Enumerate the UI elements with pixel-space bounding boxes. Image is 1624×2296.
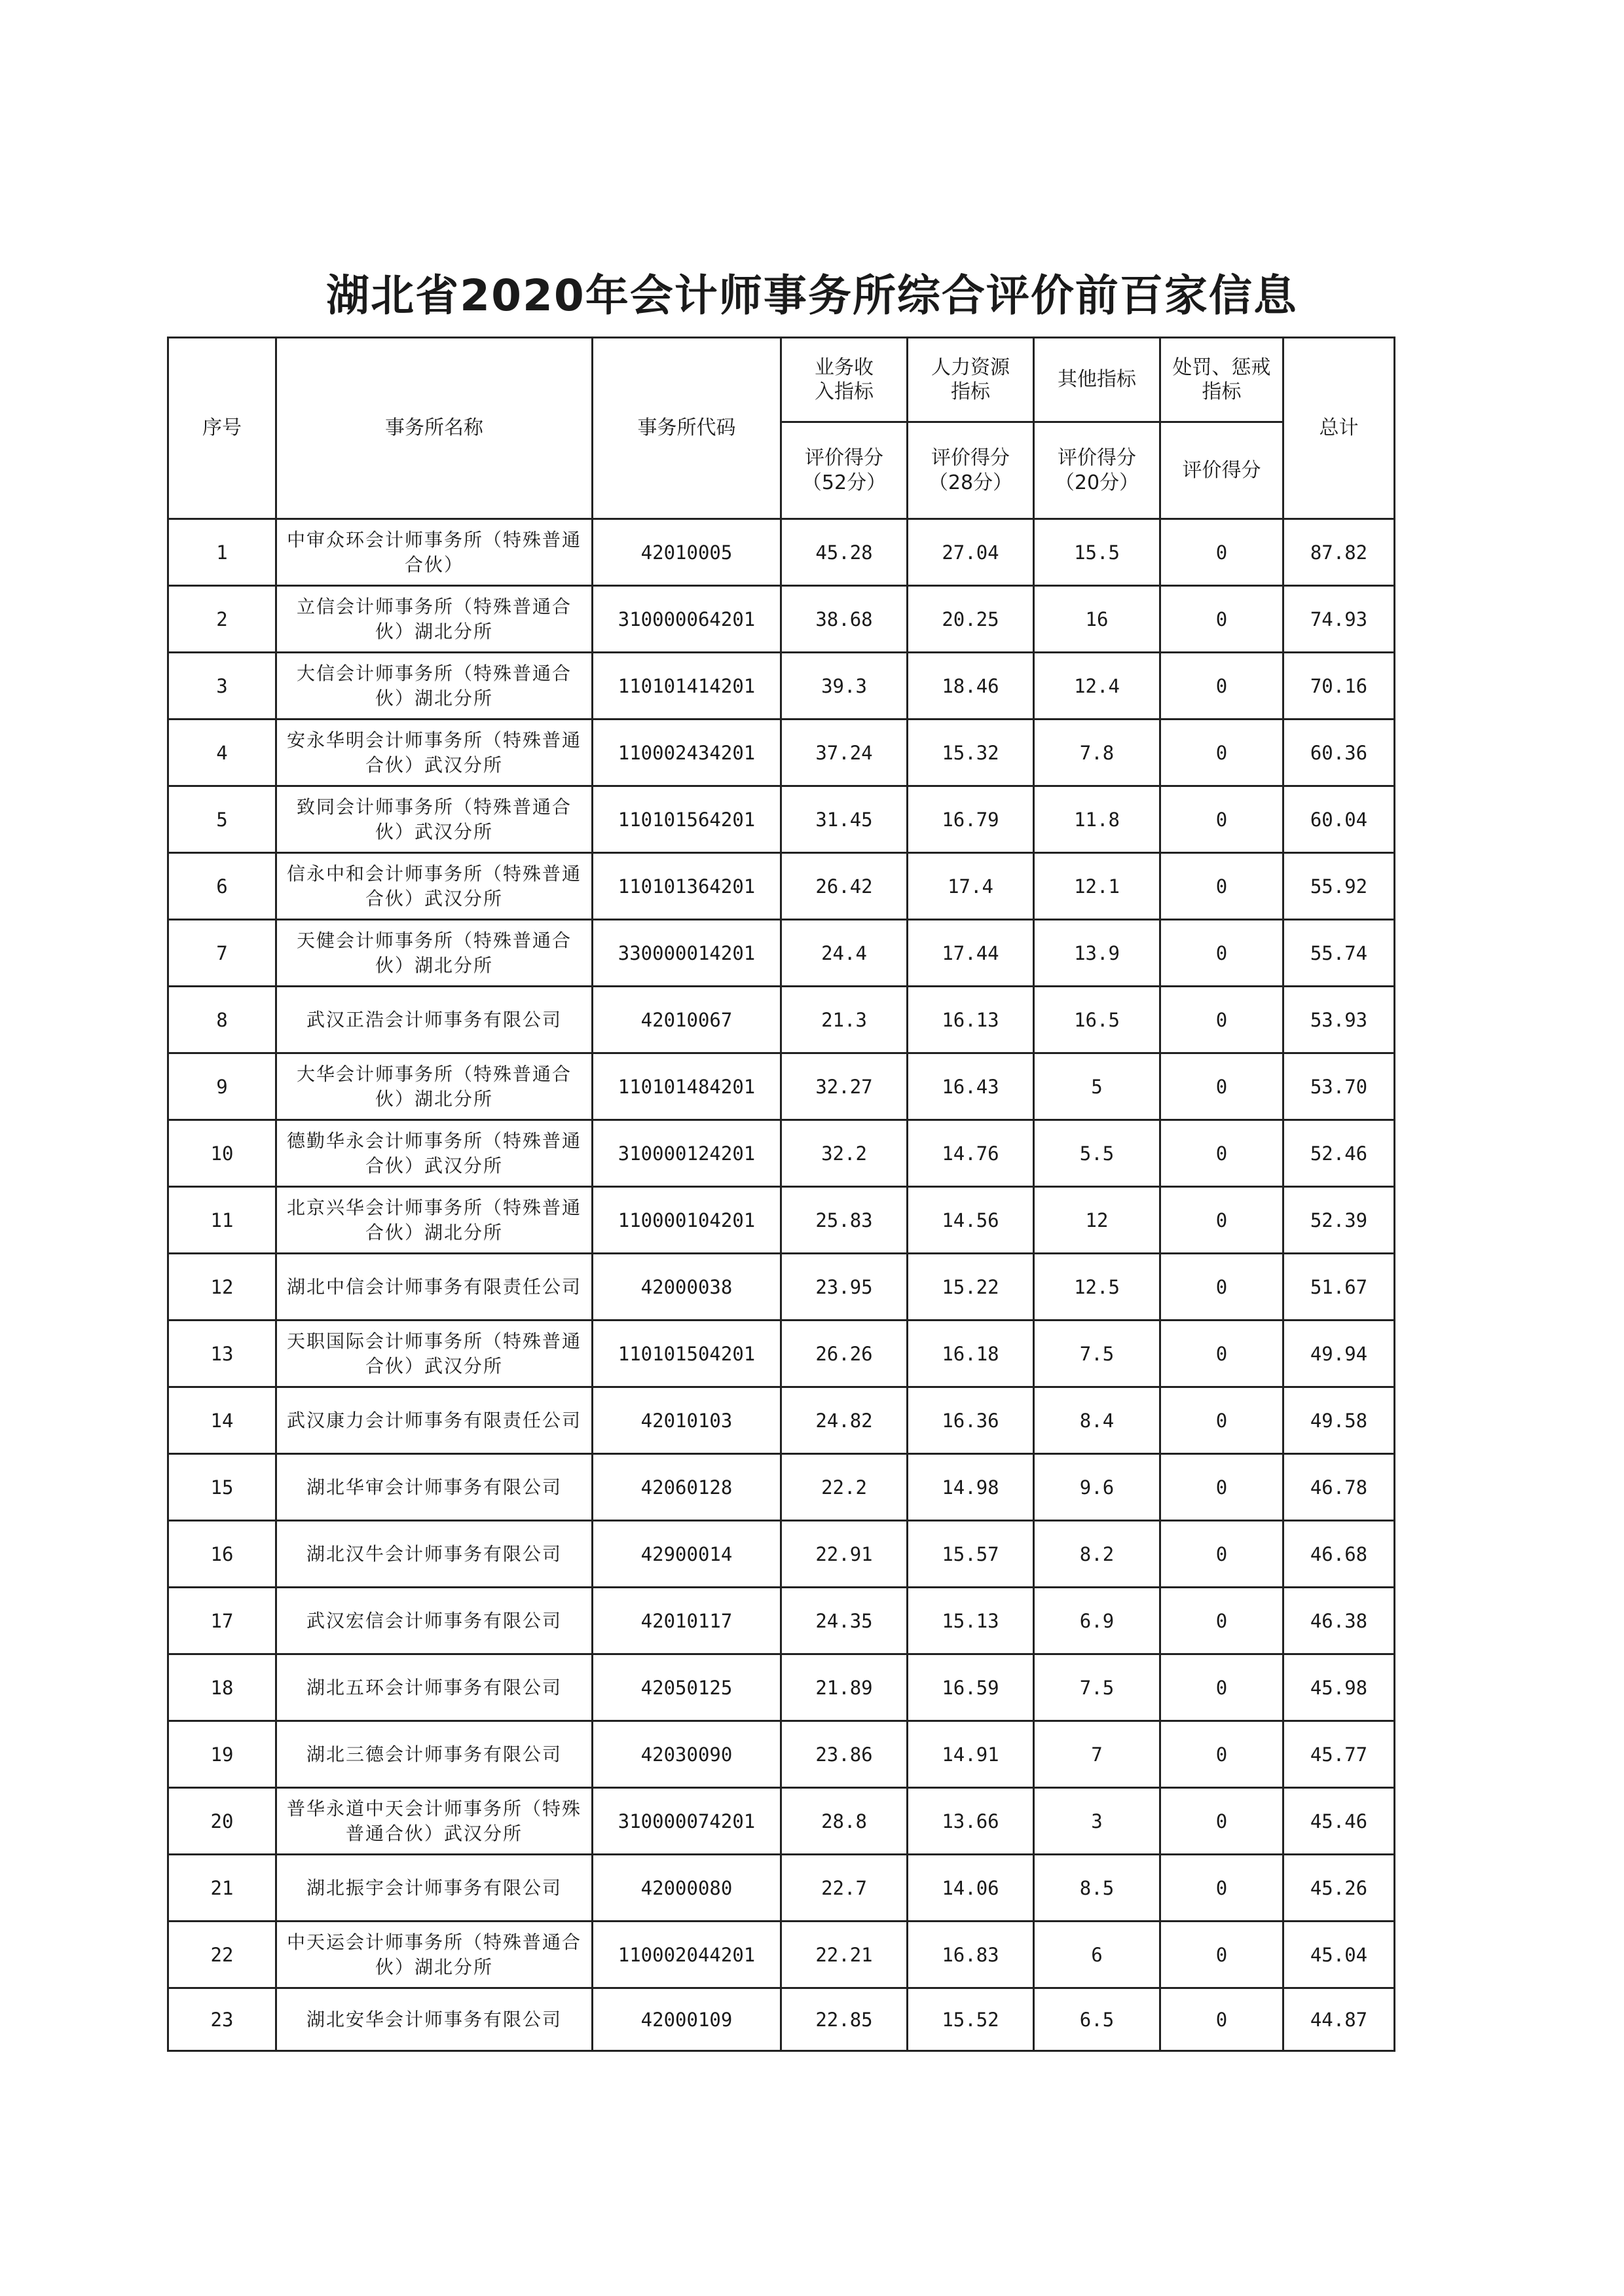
cell-firm-code: 310000074201 — [593, 1788, 781, 1855]
cell-hr-score: 17.44 — [908, 920, 1034, 987]
cell-firm-code: 42030090 — [593, 1721, 781, 1788]
header-penalty-indicator: 处罚、惩戒指标 — [1160, 338, 1283, 422]
cell-seq: 9 — [168, 1053, 276, 1120]
table-row — [168, 1187, 1395, 1254]
header-income-score: 评价得分（52分） — [781, 422, 908, 519]
cell-firm-name: 武汉正浩会计师事务有限公司 — [276, 987, 593, 1053]
table-row — [168, 653, 1395, 720]
header-hr-indicator: 人力资源指标 — [908, 338, 1034, 422]
header-row-1 — [168, 338, 1395, 422]
cell-income-score: 24.82 — [781, 1387, 908, 1454]
cell-firm-code: 110101364201 — [593, 853, 781, 920]
cell-hr-score: 13.66 — [908, 1788, 1034, 1855]
cell-seq: 23 — [168, 1988, 276, 2051]
header-other-score: 评价得分（20分） — [1034, 422, 1160, 519]
cell-hr-score: 14.06 — [908, 1855, 1034, 1922]
cell-penalty-score: 0 — [1160, 1254, 1283, 1321]
cell-firm-name: 湖北三德会计师事务有限公司 — [276, 1721, 593, 1788]
cell-income-score: 25.83 — [781, 1187, 908, 1254]
cell-penalty-score: 0 — [1160, 1788, 1283, 1855]
table-row — [168, 1855, 1395, 1922]
cell-firm-name: 中审众环会计师事务所（特殊普通合伙） — [276, 519, 593, 586]
table-row — [168, 1521, 1395, 1588]
cell-other-score: 12.4 — [1034, 653, 1160, 720]
cell-income-score: 24.35 — [781, 1588, 908, 1654]
cell-seq: 8 — [168, 987, 276, 1053]
cell-seq: 6 — [168, 853, 276, 920]
cell-other-score: 7.5 — [1034, 1654, 1160, 1721]
cell-firm-code: 110002044201 — [593, 1922, 781, 1988]
cell-firm-name: 信永中和会计师事务所（特殊普通合伙）武汉分所 — [276, 853, 593, 920]
cell-penalty-score: 0 — [1160, 1855, 1283, 1922]
cell-hr-score: 27.04 — [908, 519, 1034, 586]
table-row — [168, 1454, 1395, 1521]
cell-total: 45.46 — [1283, 1788, 1395, 1855]
cell-other-score: 8.5 — [1034, 1855, 1160, 1922]
cell-seq: 7 — [168, 920, 276, 987]
cell-income-score: 37.24 — [781, 720, 908, 786]
cell-penalty-score: 0 — [1160, 586, 1283, 653]
cell-seq: 16 — [168, 1521, 276, 1588]
table-row — [168, 1922, 1395, 1988]
cell-firm-name: 立信会计师事务所（特殊普通合伙）湖北分所 — [276, 586, 593, 653]
cell-hr-score: 14.56 — [908, 1187, 1034, 1254]
header-hr-score: 评价得分（28分） — [908, 422, 1034, 519]
cell-firm-name: 湖北五环会计师事务有限公司 — [276, 1654, 593, 1721]
cell-total: 53.93 — [1283, 987, 1395, 1053]
cell-firm-code: 42900014 — [593, 1521, 781, 1588]
cell-other-score: 13.9 — [1034, 920, 1160, 987]
cell-income-score: 22.7 — [781, 1855, 908, 1922]
header-seq: 序号 — [168, 338, 276, 519]
cell-penalty-score: 0 — [1160, 519, 1283, 586]
cell-penalty-score: 0 — [1160, 1521, 1283, 1588]
page-title: 湖北省2020年会计师事务所综合评价前百家信息 — [326, 270, 1298, 321]
cell-firm-code: 110101504201 — [593, 1321, 781, 1387]
cell-other-score: 3 — [1034, 1788, 1160, 1855]
cell-income-score: 21.3 — [781, 987, 908, 1053]
cell-income-score: 26.26 — [781, 1321, 908, 1387]
cell-other-score: 12 — [1034, 1187, 1160, 1254]
cell-firm-name: 天健会计师事务所（特殊普通合伙）湖北分所 — [276, 920, 593, 987]
cell-income-score: 32.27 — [781, 1053, 908, 1120]
cell-penalty-score: 0 — [1160, 786, 1283, 853]
cell-seq: 3 — [168, 653, 276, 720]
cell-penalty-score: 0 — [1160, 1053, 1283, 1120]
cell-firm-name: 普华永道中天会计师事务所（特殊普通合伙）武汉分所 — [276, 1788, 593, 1855]
table-row — [168, 920, 1395, 987]
cell-firm-code: 42010067 — [593, 987, 781, 1053]
cell-other-score: 5 — [1034, 1053, 1160, 1120]
cell-other-score: 16 — [1034, 586, 1160, 653]
cell-other-score: 6.5 — [1034, 1988, 1160, 2051]
cell-firm-name: 大华会计师事务所（特殊普通合伙）湖北分所 — [276, 1053, 593, 1120]
cell-seq: 14 — [168, 1387, 276, 1454]
cell-firm-code: 42000038 — [593, 1254, 781, 1321]
cell-penalty-score: 0 — [1160, 1588, 1283, 1654]
cell-penalty-score: 0 — [1160, 1922, 1283, 1988]
cell-penalty-score: 0 — [1160, 987, 1283, 1053]
table-row — [168, 1788, 1395, 1855]
cell-other-score: 7.5 — [1034, 1321, 1160, 1387]
table-row — [168, 1588, 1395, 1654]
header-firm-name: 事务所名称 — [276, 338, 593, 519]
cell-firm-code: 42010103 — [593, 1387, 781, 1454]
cell-penalty-score: 0 — [1160, 1120, 1283, 1187]
cell-penalty-score: 0 — [1160, 1321, 1283, 1387]
ranking-table — [167, 337, 1395, 2052]
cell-income-score: 22.91 — [781, 1521, 908, 1588]
cell-firm-code: 110101484201 — [593, 1053, 781, 1120]
cell-income-score: 22.21 — [781, 1922, 908, 1988]
cell-hr-score: 14.91 — [908, 1721, 1034, 1788]
cell-firm-name: 湖北振宇会计师事务有限公司 — [276, 1855, 593, 1922]
cell-hr-score: 16.13 — [908, 987, 1034, 1053]
cell-firm-name: 湖北华审会计师事务有限公司 — [276, 1454, 593, 1521]
cell-firm-code: 110002434201 — [593, 720, 781, 786]
cell-firm-code: 310000064201 — [593, 586, 781, 653]
cell-firm-code: 110101564201 — [593, 786, 781, 853]
cell-firm-code: 42060128 — [593, 1454, 781, 1521]
table-body — [168, 519, 1395, 2051]
cell-firm-code: 42010117 — [593, 1588, 781, 1654]
table-row — [168, 1254, 1395, 1321]
cell-firm-name: 天职国际会计师事务所（特殊普通合伙）武汉分所 — [276, 1321, 593, 1387]
cell-hr-score: 17.4 — [908, 853, 1034, 920]
cell-other-score: 11.8 — [1034, 786, 1160, 853]
cell-income-score: 22.85 — [781, 1988, 908, 2051]
cell-seq: 2 — [168, 586, 276, 653]
cell-total: 45.98 — [1283, 1654, 1395, 1721]
table-row — [168, 987, 1395, 1053]
cell-penalty-score: 0 — [1160, 853, 1283, 920]
cell-seq: 12 — [168, 1254, 276, 1321]
cell-hr-score: 16.83 — [908, 1922, 1034, 1988]
cell-income-score: 22.2 — [781, 1454, 908, 1521]
cell-hr-score: 15.32 — [908, 720, 1034, 786]
cell-other-score: 12.1 — [1034, 853, 1160, 920]
cell-total: 45.77 — [1283, 1721, 1395, 1788]
cell-other-score: 15.5 — [1034, 519, 1160, 586]
cell-total: 70.16 — [1283, 653, 1395, 720]
cell-total: 46.78 — [1283, 1454, 1395, 1521]
header-other-indicator: 其他指标 — [1034, 338, 1160, 422]
cell-total: 55.74 — [1283, 920, 1395, 987]
cell-total: 52.39 — [1283, 1187, 1395, 1254]
cell-seq: 19 — [168, 1721, 276, 1788]
cell-firm-name: 大信会计师事务所（特殊普通合伙）湖北分所 — [276, 653, 593, 720]
cell-firm-name: 湖北中信会计师事务有限责任公司 — [276, 1254, 593, 1321]
table-row — [168, 853, 1395, 920]
cell-seq: 1 — [168, 519, 276, 586]
cell-total: 45.26 — [1283, 1855, 1395, 1922]
cell-firm-code: 42000080 — [593, 1855, 781, 1922]
cell-other-score: 9.6 — [1034, 1454, 1160, 1521]
cell-seq: 20 — [168, 1788, 276, 1855]
header-firm-code: 事务所代码 — [593, 338, 781, 519]
cell-hr-score: 16.36 — [908, 1387, 1034, 1454]
table-row — [168, 519, 1395, 586]
cell-firm-code: 42000109 — [593, 1988, 781, 2051]
cell-other-score: 6.9 — [1034, 1588, 1160, 1654]
cell-firm-code: 110101414201 — [593, 653, 781, 720]
cell-income-score: 31.45 — [781, 786, 908, 853]
table-row — [168, 1721, 1395, 1788]
cell-seq: 4 — [168, 720, 276, 786]
cell-total: 44.87 — [1283, 1988, 1395, 2051]
cell-total: 51.67 — [1283, 1254, 1395, 1321]
table-row — [168, 1053, 1395, 1120]
table-row — [168, 1654, 1395, 1721]
cell-hr-score: 15.22 — [908, 1254, 1034, 1321]
cell-firm-code: 110000104201 — [593, 1187, 781, 1254]
cell-penalty-score: 0 — [1160, 1721, 1283, 1788]
cell-seq: 10 — [168, 1120, 276, 1187]
table-row — [168, 786, 1395, 853]
cell-penalty-score: 0 — [1160, 653, 1283, 720]
cell-other-score: 5.5 — [1034, 1120, 1160, 1187]
cell-other-score: 7.8 — [1034, 720, 1160, 786]
table-row — [168, 1120, 1395, 1187]
cell-firm-code: 42050125 — [593, 1654, 781, 1721]
cell-penalty-score: 0 — [1160, 720, 1283, 786]
cell-firm-name: 武汉康力会计师事务有限责任公司 — [276, 1387, 593, 1454]
cell-income-score: 26.42 — [781, 853, 908, 920]
cell-hr-score: 14.98 — [908, 1454, 1034, 1521]
cell-penalty-score: 0 — [1160, 920, 1283, 987]
cell-hr-score: 20.25 — [908, 586, 1034, 653]
cell-other-score: 12.5 — [1034, 1254, 1160, 1321]
cell-other-score: 7 — [1034, 1721, 1160, 1788]
header-income-indicator: 业务收入指标 — [781, 338, 908, 422]
cell-seq: 11 — [168, 1187, 276, 1254]
cell-firm-name: 德勤华永会计师事务所（特殊普通合伙）武汉分所 — [276, 1120, 593, 1187]
cell-total: 53.70 — [1283, 1053, 1395, 1120]
cell-total: 87.82 — [1283, 519, 1395, 586]
table-row — [168, 586, 1395, 653]
cell-income-score: 38.68 — [781, 586, 908, 653]
cell-total: 60.36 — [1283, 720, 1395, 786]
cell-income-score: 23.86 — [781, 1721, 908, 1788]
cell-penalty-score: 0 — [1160, 1454, 1283, 1521]
cell-seq: 5 — [168, 786, 276, 853]
cell-firm-name: 武汉宏信会计师事务有限公司 — [276, 1588, 593, 1654]
cell-income-score: 24.4 — [781, 920, 908, 987]
cell-income-score: 39.3 — [781, 653, 908, 720]
cell-income-score: 45.28 — [781, 519, 908, 586]
cell-firm-name: 致同会计师事务所（特殊普通合伙）武汉分所 — [276, 786, 593, 853]
cell-other-score: 8.4 — [1034, 1387, 1160, 1454]
cell-seq: 15 — [168, 1454, 276, 1521]
cell-seq: 18 — [168, 1654, 276, 1721]
cell-hr-score: 15.13 — [908, 1588, 1034, 1654]
cell-firm-code: 42010005 — [593, 519, 781, 586]
cell-penalty-score: 0 — [1160, 1654, 1283, 1721]
cell-firm-name: 湖北汉牛会计师事务有限公司 — [276, 1521, 593, 1588]
cell-other-score: 8.2 — [1034, 1521, 1160, 1588]
cell-seq: 17 — [168, 1588, 276, 1654]
cell-hr-score: 16.43 — [908, 1053, 1034, 1120]
cell-income-score: 21.89 — [781, 1654, 908, 1721]
cell-firm-name: 中天运会计师事务所（特殊普通合伙）湖北分所 — [276, 1922, 593, 1988]
cell-total: 46.38 — [1283, 1588, 1395, 1654]
cell-total: 49.94 — [1283, 1321, 1395, 1387]
cell-penalty-score: 0 — [1160, 1187, 1283, 1254]
cell-income-score: 23.95 — [781, 1254, 908, 1321]
table-row — [168, 1321, 1395, 1387]
cell-seq: 21 — [168, 1855, 276, 1922]
cell-income-score: 32.2 — [781, 1120, 908, 1187]
cell-firm-code: 330000014201 — [593, 920, 781, 987]
cell-hr-score: 15.57 — [908, 1521, 1034, 1588]
cell-firm-code: 310000124201 — [593, 1120, 781, 1187]
table-row — [168, 720, 1395, 786]
cell-total: 74.93 — [1283, 586, 1395, 653]
header-penalty-score: 评价得分 — [1160, 422, 1283, 519]
cell-other-score: 6 — [1034, 1922, 1160, 1988]
cell-total: 49.58 — [1283, 1387, 1395, 1454]
cell-seq: 22 — [168, 1922, 276, 1988]
cell-penalty-score: 0 — [1160, 1988, 1283, 2051]
cell-seq: 13 — [168, 1321, 276, 1387]
cell-hr-score: 16.79 — [908, 786, 1034, 853]
table-row — [168, 1988, 1395, 2051]
header-total: 总计 — [1283, 338, 1395, 519]
cell-firm-name: 北京兴华会计师事务所（特殊普通合伙）湖北分所 — [276, 1187, 593, 1254]
cell-total: 46.68 — [1283, 1521, 1395, 1588]
cell-hr-score: 14.76 — [908, 1120, 1034, 1187]
cell-hr-score: 16.18 — [908, 1321, 1034, 1387]
cell-total: 55.92 — [1283, 853, 1395, 920]
cell-hr-score: 18.46 — [908, 653, 1034, 720]
cell-total: 45.04 — [1283, 1922, 1395, 1988]
cell-firm-name: 安永华明会计师事务所（特殊普通合伙）武汉分所 — [276, 720, 593, 786]
cell-penalty-score: 0 — [1160, 1387, 1283, 1454]
table-row — [168, 1387, 1395, 1454]
cell-total: 52.46 — [1283, 1120, 1395, 1187]
cell-hr-score: 16.59 — [908, 1654, 1034, 1721]
cell-hr-score: 15.52 — [908, 1988, 1034, 2051]
cell-total: 60.04 — [1283, 786, 1395, 853]
cell-other-score: 16.5 — [1034, 987, 1160, 1053]
cell-income-score: 28.8 — [781, 1788, 908, 1855]
cell-firm-name: 湖北安华会计师事务有限公司 — [276, 1988, 593, 2051]
